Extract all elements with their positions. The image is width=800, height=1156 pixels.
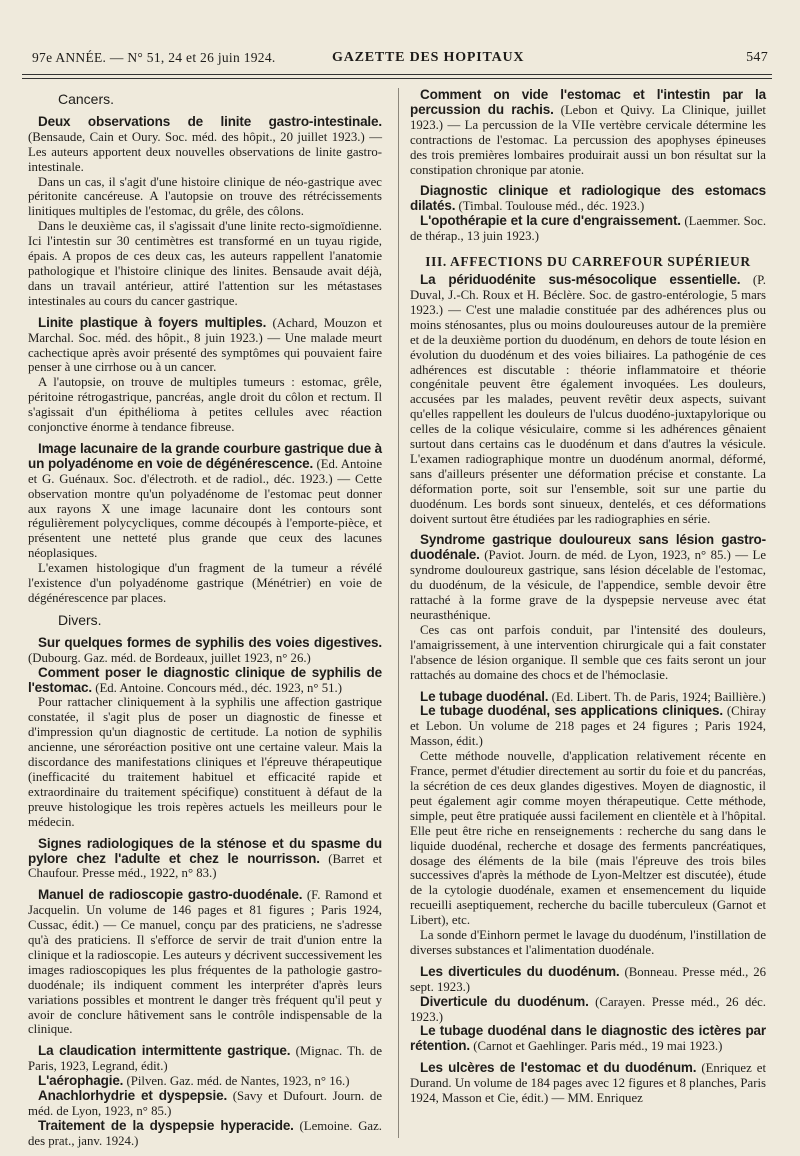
article-reference: (Carayen. Presse méd., 26 déc. 1923.) <box>410 994 766 1024</box>
article-text: — C'est une maladie constituée par des adhérences plus ou moins sténosantes, plus ou moins douloureuses autour de la première et de la deuxième portion du duodénum, en dehors de toute lésion en évolution du duodénum et des voies biliaires. La pathogénie de ces adhérences est discutable : théorie inflammatoire et théorie congénitale peuvent être également invoquées. Les douleurs, accusées par les malades, peuvent revêtir deux aspects, suivant qu'elles rappellent les douleurs de l'ulcus duodéno-juxtapylorique ou celles de la colique vésiculaire, comme si les adhérences gênaient surtout dans certains cas le duodénum et dans d'autres la vésicule. L'examen radiographique montre un duodénum anormal, déformé, sans d'ailleurs présenter une déformation précise et constante. La déformation porte, soit sur l'ensemble, soit sur une partie du duodénum. Les bords sont sinueux, dentelés, et ces déformations doivent surtout être étudiées par les radiographies en série. <box>410 302 767 526</box>
article-title: La périduodénite sus-mésocolique essentielle. <box>420 272 741 288</box>
article-entry <box>410 533 766 682</box>
article-reference: (Timbal. Toulouse méd., déc. 1923.) <box>458 199 645 214</box>
page-number: 547 <box>746 50 768 65</box>
article-title: Linite plastique à foyers multiples. <box>38 314 267 330</box>
article-paragraph: Cette méthode nouvelle, d'application relativement récente en France, permet d'étudier directement au sortir du foie et du pancréas, la sécrétion de ces deux glandes digestives. Moyen de diagnostic, il peut également agir comme moyen thérapeutique. Cette méthode, simple, peut être pratiquée aussi facilement en clientèle et à l'hôpital. Elle peut être riche en renseignements : recherche du sang dans le liquide duodénal, recherche et dosage des ferments pancréatiques, dosage des éléments de la bile (mais l'épreuve des trois biles successives d'après la méthode de Lyon-Meltzer est discutée), étude de la cytologie duodénale, examen et ensemencement du liquide recueilli aseptiquement, recherche du bacille tuberculeux (Garnot et Libert), etc. <box>410 749 766 928</box>
article-title: L'aérophagie. <box>38 1073 124 1089</box>
article-text: — Une malade meurt cachectique après avoir présenté des symptômes qui pouvaient faire penser à une cirrhose ou à un cancer. <box>28 330 382 375</box>
article-paragraph: A l'autopsie, on trouve de multiples tumeurs : estomac, grêle, péritoine rétrogastrique, pancréas, angle droit du côlon et rectum. Il s'agissait d'un épithélioma à petites cellules avec réaction conjonctive énorme à tendance fibreuse. <box>28 375 382 435</box>
article-reference: (Ed. Antoine. Concours méd., déc. 1923, n° 51.) <box>95 680 342 695</box>
article-title: La claudication intermittente gastrique. <box>38 1043 291 1059</box>
article-reference: (Laemmer. Soc. de thérap., 13 juin 1923.) <box>410 214 767 244</box>
article-title: Le tubage duodénal dans le diagnostic des ictères par rétention. <box>410 1023 766 1054</box>
article-reference: (Pilven. Gaz. méd. de Nantes, 1923, n° 16.) <box>126 1074 350 1089</box>
article-reference: (Lebon et Quivy. La Clinique, juillet 1923.) <box>410 102 766 132</box>
article-paragraph: L'examen histologique d'un fragment de la tumeur a révélé l'existence d'un polyadénome gastrique (Ménétrier) en voie de dégénérescence par places. <box>28 561 382 605</box>
article-reference: (Bensaude, Cain et Oury. Soc. méd. des hôpit., 20 juillet 1923.) <box>28 129 365 144</box>
article-title: Signes radiologiques de la sténose et du spasme du pylore chez l'adulte et chez le nourrisson. <box>28 835 382 866</box>
article-reference: (Paviot. Journ. de méd. de Lyon, 1923, n° 85.) <box>484 548 731 563</box>
article-text: — Les auteurs apportent deux nouvelles observations de linite gastro-intestinale. <box>28 129 383 174</box>
column-divider <box>398 88 399 1138</box>
article-title: Anachlorhydrie et dyspepsie. <box>38 1088 228 1104</box>
article-title: Comment poser le diagnostic clinique de syphilis de l'estomac. <box>28 664 382 695</box>
article-reference: (Carnot et Gaehlinger. Paris méd., 19 mai 1923.) <box>473 1039 723 1054</box>
article-paragraph: Ces cas ont parfois conduit, par l'intensité des douleurs, l'amaigrissement, à une intervention chirurgicale qui a fait constater l'absence de lésion organique. Il semble que ces faits seront un jour rattachés au domaine des chocs et de l'hémoclasie. <box>410 622 766 682</box>
right-column <box>410 88 766 1113</box>
article-title: Syndrome gastrique douloureux sans lésion gastro-duodénale. <box>410 532 766 563</box>
article-entry <box>410 88 766 177</box>
article-title: Deux observations de linite gastro-intestinale. <box>38 113 382 129</box>
article-text: — Le syndrome douloureux gastrique, sans lésion décelable de l'estomac, du duodénum, de la vésicule, de l'appendice, semble devoir être rattaché à la forme grave de la dyspepsie nerveuse avec état neurasthénique. <box>410 548 767 622</box>
article-reference: (Dubourg. Gaz. méd. de Bordeaux, juillet 1923, n° 26.) <box>28 650 311 665</box>
article-entry <box>410 1061 766 1106</box>
article-title: Les diverticules du duodénum. <box>420 963 620 979</box>
issue-info: 97e ANNÉE. — N° 51, 24 et 26 juin 1924. <box>32 50 276 65</box>
article-text: — Cette observation montre qu'un polyadénome de l'estomac peut donner aux rayons X une image lacunaire dont les contours sont régulièrement polycycliques, comme découpés à l'emporte-pièce, et présentent une netteté plus grande que ceux des lacunes néoplasiques. <box>28 471 382 561</box>
article-title: Diverticule du duodénum. <box>420 993 589 1009</box>
header-rule-thin <box>22 78 772 79</box>
article-entry <box>410 273 766 526</box>
article-title: Les ulcères de l'estomac et du duodénum. <box>420 1060 697 1076</box>
article-paragraph: Pour rattacher cliniquement à la syphilis une affection gastrique constatée, il s'agit plus de poser un diagnostic de finesse et d'impression qu'un diagnostic de certitude. La notion de syphilis ancienne, une séroréaction positive ont une certaine valeur. Mais la discordance des manifestations cliniques et l'épreuve thérapeutique (inefficacité du traitement habituel et efficacité rapide et extraordinaire du traitement spécifique) constituent à défaut de la preuve histologique les trois repères actuels les meilleurs pour le médecin. <box>28 695 382 829</box>
article-reference: (Bonneau. Presse méd., 26 sept. 1923.) <box>410 964 766 994</box>
section-heading-cancers: Cancers. <box>58 91 115 107</box>
article-title: Diagnostic clinique et radiologique des estomacs dilatés. <box>410 183 766 214</box>
article-title: Comment on vide l'estomac et l'intestin par la percussion du rachis. <box>410 87 766 117</box>
header-rule <box>22 74 772 75</box>
article-entry <box>28 837 382 882</box>
article-title: Le tubage duodénal. <box>420 688 549 704</box>
section-heading-carrefour: III. AFFECTIONS DU CARREFOUR SUPÉRIEUR <box>425 254 751 270</box>
article-reference: (Chiray et Lebon. Un volume de 218 pages et 24 figures ; Paris 1924, Masson, édit.) <box>410 704 766 749</box>
article-paragraph: Dans le deuxième cas, il s'agissait d'une linite recto-sigmoïdienne. Ici l'intestin sur 30 centimètres est transformé en un tuyau rigide, épais. A propos de ces deux cas, les auteurs rappellent l'anatomie pathologique et l'histoire clinique des linites. Bensaude avait déjà, dans un travail antérieur, attiré l'attention sur les métastases intestinales au cours du cancer gastrique. <box>28 219 382 308</box>
article-title: Le tubage duodénal, ses applications cliniques. <box>420 703 723 719</box>
article-entry <box>28 636 382 830</box>
article-title: Sur quelques formes de syphilis des voies digestives. <box>38 634 382 650</box>
article-reference: (P. Duval, J.-Ch. Roux et H. Béclère. Soc. de gastro-entérologie, 5 mars 1923.) <box>410 273 766 317</box>
article-reference: (Barret et Chaufour. Presse méd., 1922, n° 83.) <box>28 851 383 881</box>
article-reference: (Ed. Antoine et G. Guénaux. Soc. d'électroth. et de radiol., déc. 1923.) <box>28 456 383 486</box>
article-paragraph: La sonde d'Einhorn permet le lavage du duodénum, l'instillation de diverses substances et l'alimentation duodénale. <box>410 928 766 957</box>
section-heading-divers: Divers. <box>58 611 102 628</box>
article-reference: (Achard, Mouzon et Marchal. Soc. méd. des hôpit., 8 juin 1923.) <box>28 315 383 345</box>
article-title: Traitement de la dyspepsie hyperacide. <box>38 1117 294 1133</box>
article-text: — La percussion de la VIIe vertèbre cervicale détermine les contractions de l'estomac. La percussion des apophyses épineuses des trois premières lombaires produirait aussi un bon résultat sur la constipation chronique par atonie. <box>410 117 767 177</box>
article-entry <box>28 316 382 435</box>
running-header <box>32 50 768 68</box>
article-title: Manuel de radioscopie gastro-duodénale. <box>38 887 303 903</box>
article-reference: (F. Ramond et Jacquelin. Un volume de 146 pages et 81 figures ; Paris 1924, Cussac, édit.) <box>28 888 382 933</box>
article-reference: (Enriquez et Durand. Un volume de 184 pages avec 12 figures et 8 planches, Paris 1924, Masson et Cie, édit.) — MM. Enriquez <box>410 1061 766 1106</box>
article-title: L'opothérapie et la cure d'engraissement. <box>420 213 681 229</box>
article-reference: (Ed. Libert. Th. de Paris, 1924; Baillière.) <box>551 689 766 704</box>
journal-title: GAZETTE DES HOPITAUX <box>332 50 525 65</box>
article-reference: (Lemoine. Gaz. des prat., janv. 1924.) <box>28 1118 382 1148</box>
article-entry <box>410 690 766 958</box>
article-paragraph: Dans un cas, il s'agit d'une histoire clinique de néo-gastrique avec péritonite cancéreuse. A l'autopsie on trouve des rétrécissements linitiques multiples de l'estomac, du grêle, des côlons. <box>28 174 382 219</box>
article-reference: (Savy et Dufourt. Journ. de méd. de Lyon, 1923, n° 85.) <box>28 1089 383 1118</box>
article-entry <box>28 442 382 606</box>
article-title: Image lacunaire de la grande courbure gastrique due à un polyadénome en voie de dégénérescence. <box>28 440 382 471</box>
article-entry <box>28 115 382 309</box>
article-entry <box>28 888 382 1037</box>
article-entry <box>410 184 766 244</box>
article-entry <box>410 965 766 1054</box>
article-text: — Ce manuel, conçu par des praticiens, ne s'adresse qu'à des praticiens. Il s'efforce de servir de trait d'union entre la clinique et la radioscopie. Les auteurs y décrivent successivement les images radioscopiques les plus fréquentes de la pathologie gastro-duodénale; ils indiquent comment les interpréter d'après leurs variations possibles et montrent le danger très fréquent qu'il peut y avoir de conclure hâtivement sans le contrôle indispensable de la clinique. <box>28 918 382 1037</box>
article-entry <box>28 1044 382 1148</box>
left-column <box>28 88 382 1156</box>
article-reference: (Mignac. Th. de Paris, 1923, Legrand, édit.) <box>28 1044 382 1074</box>
